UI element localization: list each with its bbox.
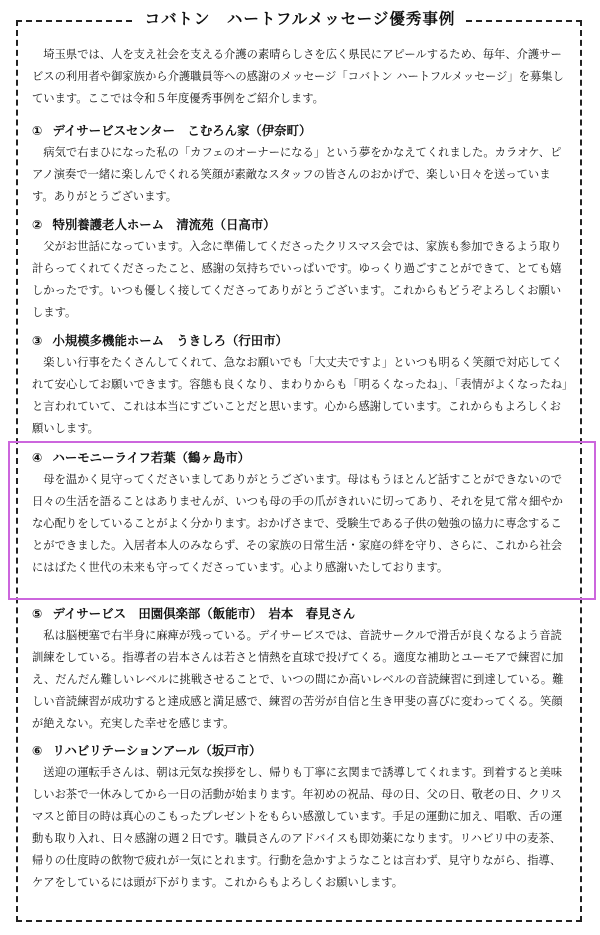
section-heading (32, 330, 572, 352)
section-facility: リハビリテーションアール（坂戸市） (52, 743, 262, 758)
section-message: 病気で右まひになった私の「カフェのオーナーになる」という夢をかなえてくれました。カラオケ、ピアノ演奏で一緒に楽しんでくれる笑顔が素敵なスタッフの皆さんのおかげで、楽しい日々を送っています。ありがとうございます。 (32, 146, 562, 203)
message-section-3 (32, 330, 572, 440)
section-message: 私は脳梗塞で右半身に麻痺が残っている。デイサービスでは、音読サークルで滑舌が良くなるよう音読訓練をしている。指導者の岩本さんは若さと情熱を直球で投げてくる。適度な補助とユーモアで練習に加え、だんだん難しいレベルに挑戦させることで、いつの間にか高いレベルの音読練習に到達している。難しい音読練習が成功すると達成感と満足感で、練習の苦労が自信と生き甲斐の喜びに変わってくる。笑顔が絶えない。充実した幸せを感じます。 (32, 629, 564, 730)
section-message: 父がお世話になっています。入念に準備してくださったクリスマス会では、家族も参加できるよう取り計らってくれてくださったこと、感謝の気持ちでいっぱいです。ゆっくり過ごすことができて、とても嬉しかったです。いつも優しく接してくださってありがとうございます。これからもどうぞよろしくお願いします。 (32, 240, 562, 319)
highlight-box (8, 441, 596, 600)
section-message: 楽しい行事をたくさんしてくれて、急なお願いでも「大丈夫ですよ」といつも明るく笑顔で対応してくれて安心してお願いできます。容態も良くなり、まわりからも「明るくなったね」、「表情がよくなったね」と言われていて、これは本当にすごいことだと思います。心から感謝しています。これからもよろしくお願いします。 (32, 356, 568, 435)
message-section-5 (32, 603, 572, 735)
section-heading (32, 603, 572, 625)
intro-paragraph: 埼玉県では、人を支え社会を支える介護の素晴らしさを広く県民にアピールするため、毎年、介護サービスの利用者や御家族から介護職員等への感謝のメッセージ「コバトン ハートフルメッセージ」を募集しています。ここでは令和５年度優秀事例をご紹介します。 (32, 48, 564, 105)
message-section-6 (32, 740, 572, 894)
section-number: ⑥ (32, 743, 43, 758)
section-number: ② (32, 217, 43, 232)
section-facility: ハーモニーライフ若葉（鶴ヶ島市） (52, 450, 251, 465)
section-heading (32, 740, 572, 762)
section-facility: デイサービスセンター こむろん家（伊奈町） (52, 123, 312, 138)
section-facility: 特別養護老人ホーム 清流苑（日高市） (52, 217, 276, 232)
section-number: ③ (32, 333, 43, 348)
section-number: ① (32, 123, 43, 138)
section-message: 母を温かく見守ってくださいましてありがとうございます。母はもうほとんど話すことができないので日々の生活を語ることはありませんが、いつも母の手の爪がきれいに切ってあり、それを見て常々細やかな心配りをしていることがよく分かります。おかげさまで、受験生である子供の勉強の協力に専念することができました。入居者本人のみならず、その家族の日常生活・家庭の絆を守り、さらに、これから社会にはばたく世代の未来も守ってくださっています。心より感謝いたしております。 (32, 473, 563, 574)
section-number: ④ (32, 450, 43, 465)
title-wrap (0, 6, 600, 32)
section-facility: デイサービス 田園倶楽部（飯能市） 岩本 春見さん (52, 606, 356, 621)
section-heading (32, 214, 572, 236)
page-title: コバトン ハートフルメッセージ優秀事例 (135, 6, 466, 32)
section-number: ⑤ (32, 606, 43, 621)
message-section-1 (32, 120, 572, 208)
section-facility: 小規模多機能ホーム うきしろ（行田市） (52, 333, 288, 348)
section-heading (32, 120, 572, 142)
message-section-2 (32, 214, 572, 324)
section-message: 送迎の運転手さんは、朝は元気な挨拶をし、帰りも丁寧に玄関まで誘導してくれます。到着すると美味しいお茶で一休みしてから一日の活動が始まります。年初めの祝品、母の日、父の日、敬老の日、クリスマスと節目の時は真心のこもったプレゼントをもらい感激しています。手足の運動に加え、唱歌、舌の運動も取り入れ、日々感謝の週２日です。職員さんのアドバイスも即効薬になります。リハビリ中の麦茶、帰りの仕度時の飲物で疲れが一気にとれます。行動を急かすようなことは言わず、見守りながら、指導、ケアをしているには頭が下がります。これからもよろしくお願いします。 (32, 766, 563, 889)
